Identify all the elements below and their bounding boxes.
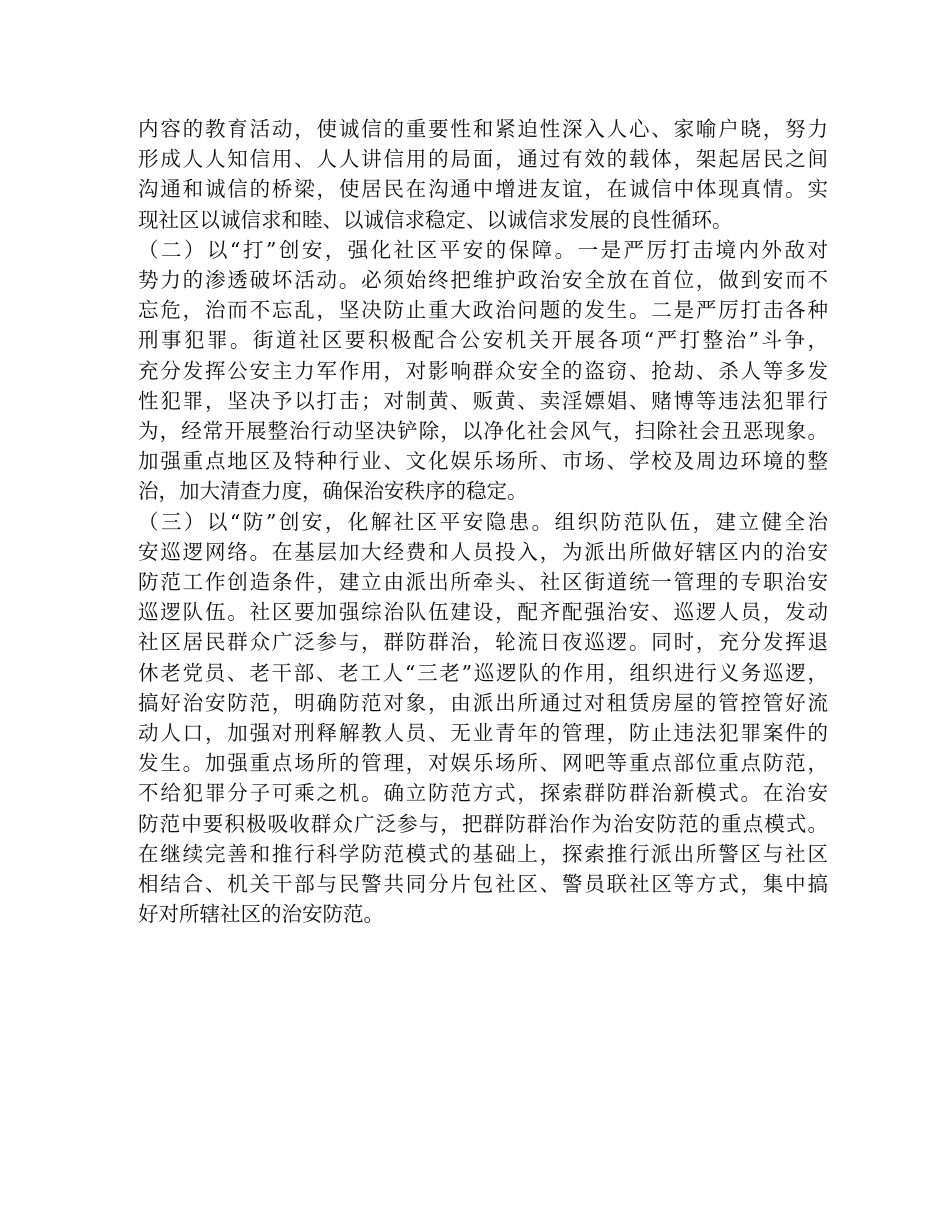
text-line: 相结合、机关干部与民警共同分片包社区、警员联社区等方式，集中搞 bbox=[138, 872, 828, 897]
text-line: 形成人人知信用、人人讲信用的局面，通过有效的载体，架起居民之间 bbox=[138, 147, 828, 172]
text-line: 势力的渗透破坏活动。必须始终把维护政治安全放在首位，做到安而不 bbox=[138, 268, 828, 293]
text-line: 治，加大清查力度，确保治安秩序的稳定。 bbox=[138, 479, 528, 504]
text-line: （三）以“防”创安，化解社区平安隐患。组织防范队伍，建立健全治 bbox=[138, 509, 828, 534]
text-line: 社区居民群众广泛参与，群防群治，轮流日夜巡逻。同时，充分发挥退 bbox=[138, 630, 828, 655]
text-line: 性犯罪，坚决予以打击；对制黄、贩黄、卖淫嫖娼、赌博等违法犯罪行 bbox=[138, 388, 828, 413]
text-line: 休老党员、老干部、老工人“三老”巡逻队的作用，组织进行义务巡逻， bbox=[138, 660, 828, 685]
text-line: （二）以“打”创安，强化社区平安的保障。一是严厉打击境内外敌对 bbox=[138, 237, 828, 262]
text-line: 内容的教育活动，使诚信的重要性和紧迫性深入人心、家喻户晓，努力 bbox=[138, 117, 828, 141]
text-line: 防范工作创造条件，建立由派出所牵头、社区街道统一管理的专职治安 bbox=[138, 570, 828, 595]
text-line: 不给犯罪分子可乘之机。确立防范方式，探索群防群治新模式。在治安 bbox=[138, 781, 828, 806]
text-line: 发生。加强重点场所的管理，对娱乐场所、网吧等重点部位重点防范， bbox=[138, 751, 828, 776]
text-line: 搞好治安防范，明确防范对象，由派出所通过对租赁房屋的管控管好流 bbox=[138, 690, 828, 715]
text-line: 加强重点地区及特种行业、文化娱乐场所、市场、学校及周边环境的整 bbox=[138, 449, 828, 474]
text-line: 现社区以诚信求和睦、以诚信求稳定、以诚信求发展的良性循环。 bbox=[138, 207, 733, 232]
text-line: 充分发挥公安主力军作用，对影响群众安全的盗窃、抢劫、杀人等多发 bbox=[138, 358, 828, 383]
text-line: 好对所辖社区的治安防范。 bbox=[138, 902, 384, 927]
text-line: 沟通和诚信的桥梁，使居民在沟通中增进友谊，在诚信中体现真情。实 bbox=[138, 177, 828, 202]
text-line: 忘危，治而不忘乱，坚决防止重大政治问题的发生。二是严厉打击各种 bbox=[138, 298, 828, 323]
text-line: 刑事犯罪。街道社区要积极配合公安机关开展各项“严打整治”斗争， bbox=[138, 328, 828, 353]
text-line: 巡逻队伍。社区要加强综治队伍建设，配齐配强治安、巡逻人员，发动 bbox=[138, 600, 828, 625]
text-line: 在继续完善和推行科学防范模式的基础上，探索推行派出所警区与社区 bbox=[138, 841, 828, 866]
body-text bbox=[138, 114, 828, 929]
text-line: 安巡逻网络。在基层加大经费和人员投入，为派出所做好辖区内的治安 bbox=[138, 539, 828, 564]
text-line: 防范中要积极吸收群众广泛参与，把群防群治作为治安防范的重点模式。 bbox=[138, 811, 828, 836]
text-line: 动人口，加强对刑释解教人员、无业青年的管理，防止违法犯罪案件的 bbox=[138, 721, 828, 746]
text-line: 为，经常开展整治行动坚决铲除，以净化社会风气，扫除社会丑恶现象。 bbox=[138, 419, 828, 444]
